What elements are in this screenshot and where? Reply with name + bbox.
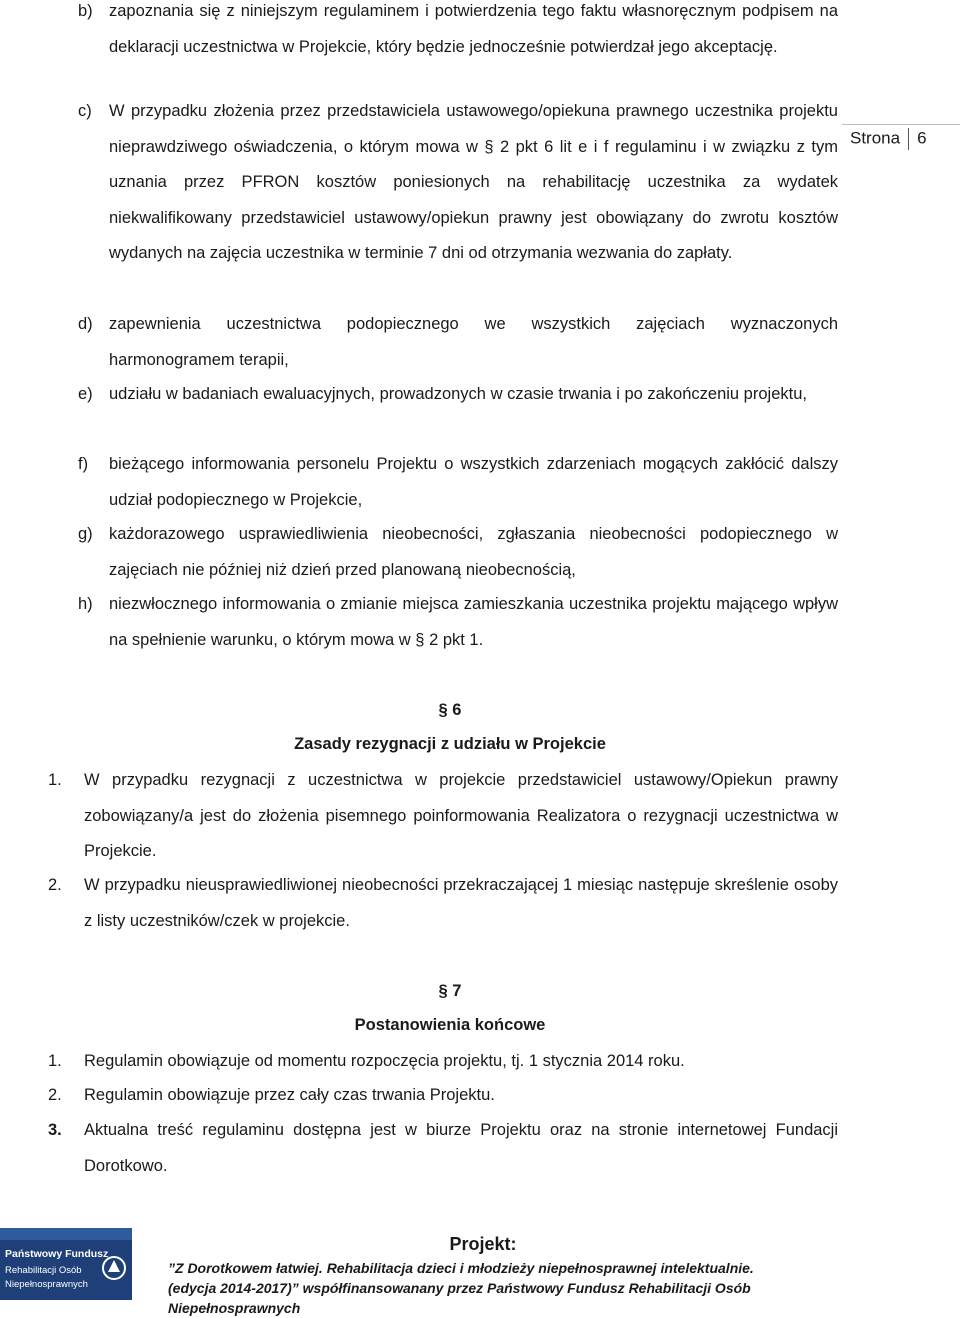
list-item-text: niezwłocznego informowania o zmianie miejsca zamieszkania uczestnika projektu mającego wpływ na spełnienie warunku, o którym mowa w § 2 pkt 1. — [109, 595, 838, 649]
list-item — [78, 0, 838, 65]
page-number: 6 — [917, 128, 927, 148]
section-6-number: § 6 — [438, 701, 462, 719]
list-item — [78, 94, 838, 272]
list-item — [48, 1044, 838, 1080]
page-number-label — [850, 128, 927, 150]
list-item-label: 1. — [48, 771, 62, 789]
list-item-label: h) — [78, 595, 93, 613]
footer-project-label: Projekt: — [449, 1234, 517, 1254]
list-item-text: zapewnienia uczestnictwa podopiecznego we wszystkich zajęciach wyznaczonych harmonogramem terapii, — [109, 315, 838, 369]
list-item — [48, 763, 838, 870]
list-item-text: Aktualna treść regulaminu dostępna jest w biurze Projektu oraz na stronie internetowej Fundacji Dorotkowo. — [84, 1121, 838, 1175]
list-item-text: zapoznania się z niniejszym regulaminem i potwierdzenia tego faktu własnoręcznym podpisem na deklaracji uczestnictwa w Projekcie, który będzie jednocześnie potwierdzał jego akceptację. — [109, 2, 838, 56]
list-item-text: udziału w badaniach ewaluacyjnych, prowadzonych w czasie trwania i po zakończeniu projektu, — [109, 385, 807, 403]
list-item-label: f) — [78, 455, 89, 473]
list-item-label: 3. — [48, 1121, 62, 1139]
list-item — [78, 377, 838, 413]
list-item — [78, 447, 838, 518]
list-item-label: 1. — [48, 1052, 62, 1070]
list-item-text: bieżącego informowania personelu Projektu o wszystkich zdarzeniach mogących zakłócić dalszy udział podopiecznego w Projekcie, — [109, 455, 838, 509]
section-6-title: Zasady rezygnacji z udziału w Projekcie — [294, 735, 606, 753]
page-separator — [908, 128, 909, 150]
pfron-logo — [0, 1228, 132, 1300]
section-7-number: § 7 — [438, 982, 462, 1000]
list-item-label: c) — [78, 102, 92, 120]
list-item-text: W przypadku złożenia przez przedstawiciela ustawowego/opiekuna prawnego uczestnika projektu nieprawdziwego oświadczenia, o którym mowa w § 2 pkt 6 lit e i f regulaminu i w związku z tym uznania przez PFRON kosztów poniesionych na rehabilitację uczestnika za wydatek niekwalifikowany przedstawiciel ustawowy/opiekun prawny jest obowiązany do zwrotu kosztów wydanych na zajęcia uczestnika w terminie 7 dni od otrzymania wezwania do zapłaty. — [109, 102, 838, 262]
list-item — [78, 307, 838, 378]
logo-line-1: Państwowy Fundusz — [5, 1248, 109, 1260]
header-rule — [842, 124, 960, 125]
list-item-label: 2. — [48, 1086, 62, 1104]
list-item-text: W przypadku rezygnacji z uczestnictwa w projekcie przedstawiciel ustawowy/Opiekun prawny zobowiązany/a jest do złożenia pisemnego poinformowania Realizatora o rezygnacji uczestnictwa w Projekcie. — [84, 771, 838, 860]
page-label: Strona — [850, 128, 901, 148]
list-item-text: Regulamin obowiązuje od momentu rozpoczęcia projektu, tj. 1 stycznia 2014 roku. — [84, 1052, 685, 1070]
list-item — [78, 517, 838, 588]
logo-top-band — [0, 1228, 132, 1240]
list-item-label: g) — [78, 525, 93, 543]
list-item-text: Regulamin obowiązuje przez cały czas trwania Projektu. — [84, 1086, 495, 1104]
footer-project-text: ”Z Dorotkowem łatwiej. Rehabilitacja dzieci i młodzieży niepełnosprawnej intelektualnie. (edycja 2014-2017)” współfinansowanany przez Państwowy Fundusz Rehabilitacji Osób Niepełnosprawnych — [168, 1260, 754, 1316]
logo-line-2: Rehabilitacji Osób — [5, 1265, 82, 1276]
list-item-text: W przypadku nieusprawiedliwionej nieobecności przekraczającej 1 miesiąc następuje skreślenie osoby z listy uczestników/czek w projekcie. — [84, 876, 838, 930]
list-item-label: b) — [78, 2, 93, 20]
list-item — [78, 587, 838, 658]
list-item-label: e) — [78, 385, 93, 403]
list-item-label: 2. — [48, 876, 62, 894]
section-7-title: Postanowienia końcowe — [354, 1016, 546, 1034]
footer — [168, 1232, 798, 1318]
list-item — [48, 1078, 838, 1114]
list-item-label: d) — [78, 315, 93, 333]
list-item-text: każdorazowego usprawiedliwienia nieobecności, zgłaszania nieobecności podopiecznego w zajęciach nie później niż dzień przed planowaną nieobecnością, — [109, 525, 838, 579]
list-item — [48, 1113, 838, 1184]
logo-line-3: Niepełnosprawnych — [5, 1279, 88, 1290]
list-item — [48, 868, 838, 939]
